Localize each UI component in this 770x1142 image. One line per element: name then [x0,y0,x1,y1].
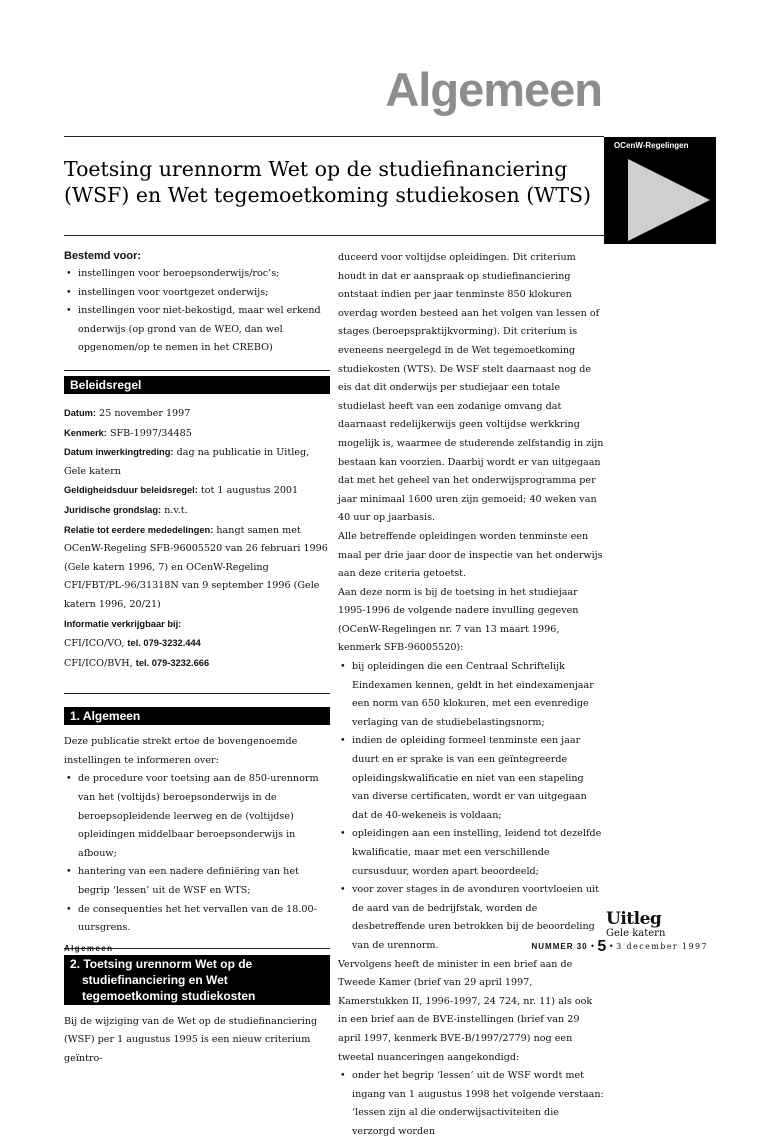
list-item: • de consequenties het het vervallen van de 18.00-uursgrens. [64,901,330,938]
list-item: • opleidingen aan een instelling, leidend tot dezelfde kwalificatie, maar met een verschillende cursusduur, worden apart beoordeeld; [338,825,604,881]
datum-line [64,404,330,424]
list-item: • onder het begrip ‘lessen’ uit de WSF wordt met ingang van 1 augustus 1998 het volgende verstaan: ‘lessen zijn al die onderwijsactiviteiten die verzorgd worden [338,1067,604,1141]
geldigheid-value: tot 1 augustus 2001 [200,485,299,497]
info-label: Informatie verkrijgbaar bij: [64,618,182,629]
right-column [338,249,607,1142]
uitleg-logo [606,910,665,939]
section2-heading: 2. Toetsing urennorm Wet op de studiefinanciering en Wet tegemoetkoming studiekosten [64,955,330,1005]
list-item: • instellingen voor voortgezet onderwijs; [64,284,330,303]
arrow-icon [604,155,716,244]
title-rule [64,235,604,236]
section1-intro: Deze publicatie strekt ertoe de bovengenoemde instellingen te informeren over: [64,736,298,766]
section2-text: Bij de wijziging van de Wet op de studiefinanciering (WSF) per 1 augustus 1995 is een nieuw criterium geïntro- [64,1015,318,1064]
arrow-graphic [604,155,716,244]
list-item: • instellingen voor niet-bekostigd, maar wel erkend onderwijs (op grond van de WEO, dan wel opgenomen/op te nemen in het CREBO) [64,302,330,358]
contact-line-1 [64,634,330,654]
grondslag-value: n.v.t. [164,504,188,516]
section1-list [64,770,330,937]
beleidsregel-heading: Beleidsregel [64,376,330,394]
footer-issue [531,938,708,956]
logo-sub: Gele katern [606,928,666,939]
relatie-label: Relatie tot eerdere mededelingen: [64,524,214,535]
right-paragraph-3: Aan deze norm is bij de toetsing in het studiejaar 1995-1996 de volgende nadere invulling gegeven (OCenW-Regelingen nr. 7 van 13 maart 1996, kenmerk SFB-96005520): [338,586,579,654]
section-title: Algemeen [385,63,602,116]
bullet: • [608,942,614,951]
bestemd-heading: Bestemd voor: [64,250,142,262]
contact1-org: CFI/ICO/VO, [64,638,125,650]
geldigheid-label: Geldigheidsduur beleidsregel: [64,485,198,496]
contact-line-2 [64,654,330,674]
list-item: • instellingen voor beroepsonderwijs/roc’s; [64,265,330,284]
section1-heading: 1. Algemeen [64,707,330,725]
article-title-line2: (WSF) en Wet tegemoetkoming studiekosen (WTS) [64,183,592,207]
geldigheid-line [64,481,330,501]
contact1-tel: tel. 079-3232.444 [127,638,201,649]
list-item: • de procedure voor toetsing aan de 850-urennorm van het (voltijds) beroepsonderwijs in de beroepsopleidende leerweg en de (voltijdse) opleidingen middelbaar beroepsonderwijs in afbouw; [64,770,330,863]
article-title [64,156,594,208]
inwerking-line [64,443,330,481]
list-item: • voor zover stages in de avonduren voortvloeien uit de aard van de bedrijfstak, worden de desbetreffende uren betrokken bij de beoordeling van de urennorm. [338,881,604,955]
bullet: • [590,942,595,951]
info-line [64,615,330,635]
datum-value: 25 november 1997 [99,407,191,419]
divider [64,693,330,694]
right-list [338,658,607,956]
list-item: • indien de opleiding formeel tenminste een jaar duurt en er sprake is van een geïntegreerde opleidingskwalificatie en niet van een stapeling van diverse certificaten, wordt er van uitgegaan dat de 40-wekeneis is voldaan; [338,732,604,825]
bestemd-list [64,265,330,358]
page-number: 5 [597,938,607,955]
beleidsregel-block [64,404,330,673]
issue-number: NUMMER 30 [531,942,588,951]
footer-section: Algemeen [64,944,114,953]
datum-label: Datum: [64,407,97,418]
relatie-line [64,521,330,615]
article-title-line1: Toetsing urennorm Wet op de studiefinanciering [64,157,568,181]
category-tag: OCenW-Regelingen [604,137,716,155]
kenmerk-line [64,424,330,444]
kenmerk-value: SFB-1997/34485 [109,427,192,439]
relatie-value: hangt samen met OCenW-Regeling SFB-96005520 van 26 februari 1996 (Gele katern 1996, 7) en OCenW-Regeling CFI/FBT/PL-96/31318N van 9 september 1996 (Gele katern 1996, 20/21) [64,524,328,610]
right-paragraph-1: duceerd voor voltijdse opleidingen. Dit criterium houdt in dat er aanspraak op studiefinanciering ontstaat indien per jaar tenminste 850 klokuren overdag worden besteed aan het volgen van lessen of stages (beroepspraktijkvorming). Dit criterium is eveneens neergelegd in de Wet tegemoetkoming studiekosten (WTS). De WSF stelt daarnaast nog de eis dat dit onderwijs per studiejaar een totale studielast heeft van een zodanige omvang dat daarnaast redelijkerwijs geen voltijdse werkkring mogelijk is, waarmee de studerende zelfstandig in zijn bestaan kan voorzien. Daarbij wordt er van uitgegaan dat met het geheel van het onderwijsprogramma per jaar minimaal 1600 uren zijn gemoeid; 40 weken van 40 uur op jaarbasis. [338,252,604,524]
grondslag-label: Juridische grondslag: [64,504,162,515]
header-rule [64,136,604,137]
list-item: • hantering van een nadere definiëring van het begrip ‘lessen’ uit de WSF en WTS; [64,863,330,900]
right-list-2 [338,1067,604,1141]
logo-main: Uitleg [606,909,662,929]
divider [64,370,330,371]
inwerking-value: dag na publicatie in Uitleg, Gele katern [64,447,310,477]
right-paragraph-4: Vervolgens heeft de minister in een brief aan de Tweede Kamer (brief van 29 april 1997, Kamerstukken II, 1996-1997, 24 724, nr. 11) als ook in een brief aan de BVE-instellingen (brief van 29 april 1997, kenmerk BVE-B/1997/2779) nog een tweetal nuanceringen aangekondigd: [338,958,593,1063]
inwerking-label: Datum inwerkingtreding: [64,447,174,458]
contact2-org: CFI/ICO/BVH, [64,657,133,669]
issue-date: 3 december 1997 [616,942,708,951]
kenmerk-label: Kenmerk: [64,427,107,438]
contact2-tel: tel. 079-3232.666 [135,657,210,668]
right-paragraph-2: Alle betreffende opleidingen worden tenminste een maal per drie jaar door de inspectie van het onderwijs aan deze criteria getoetst. [338,530,603,580]
grondslag-line [64,501,330,521]
list-item: • bij opleidingen die een Centraal Schriftelijk Eindexamen kennen, geldt in het eindexamenjaar een norm van 650 klokuren, met een evenredige verlaging van de studiebelastingsnorm; [338,658,604,732]
